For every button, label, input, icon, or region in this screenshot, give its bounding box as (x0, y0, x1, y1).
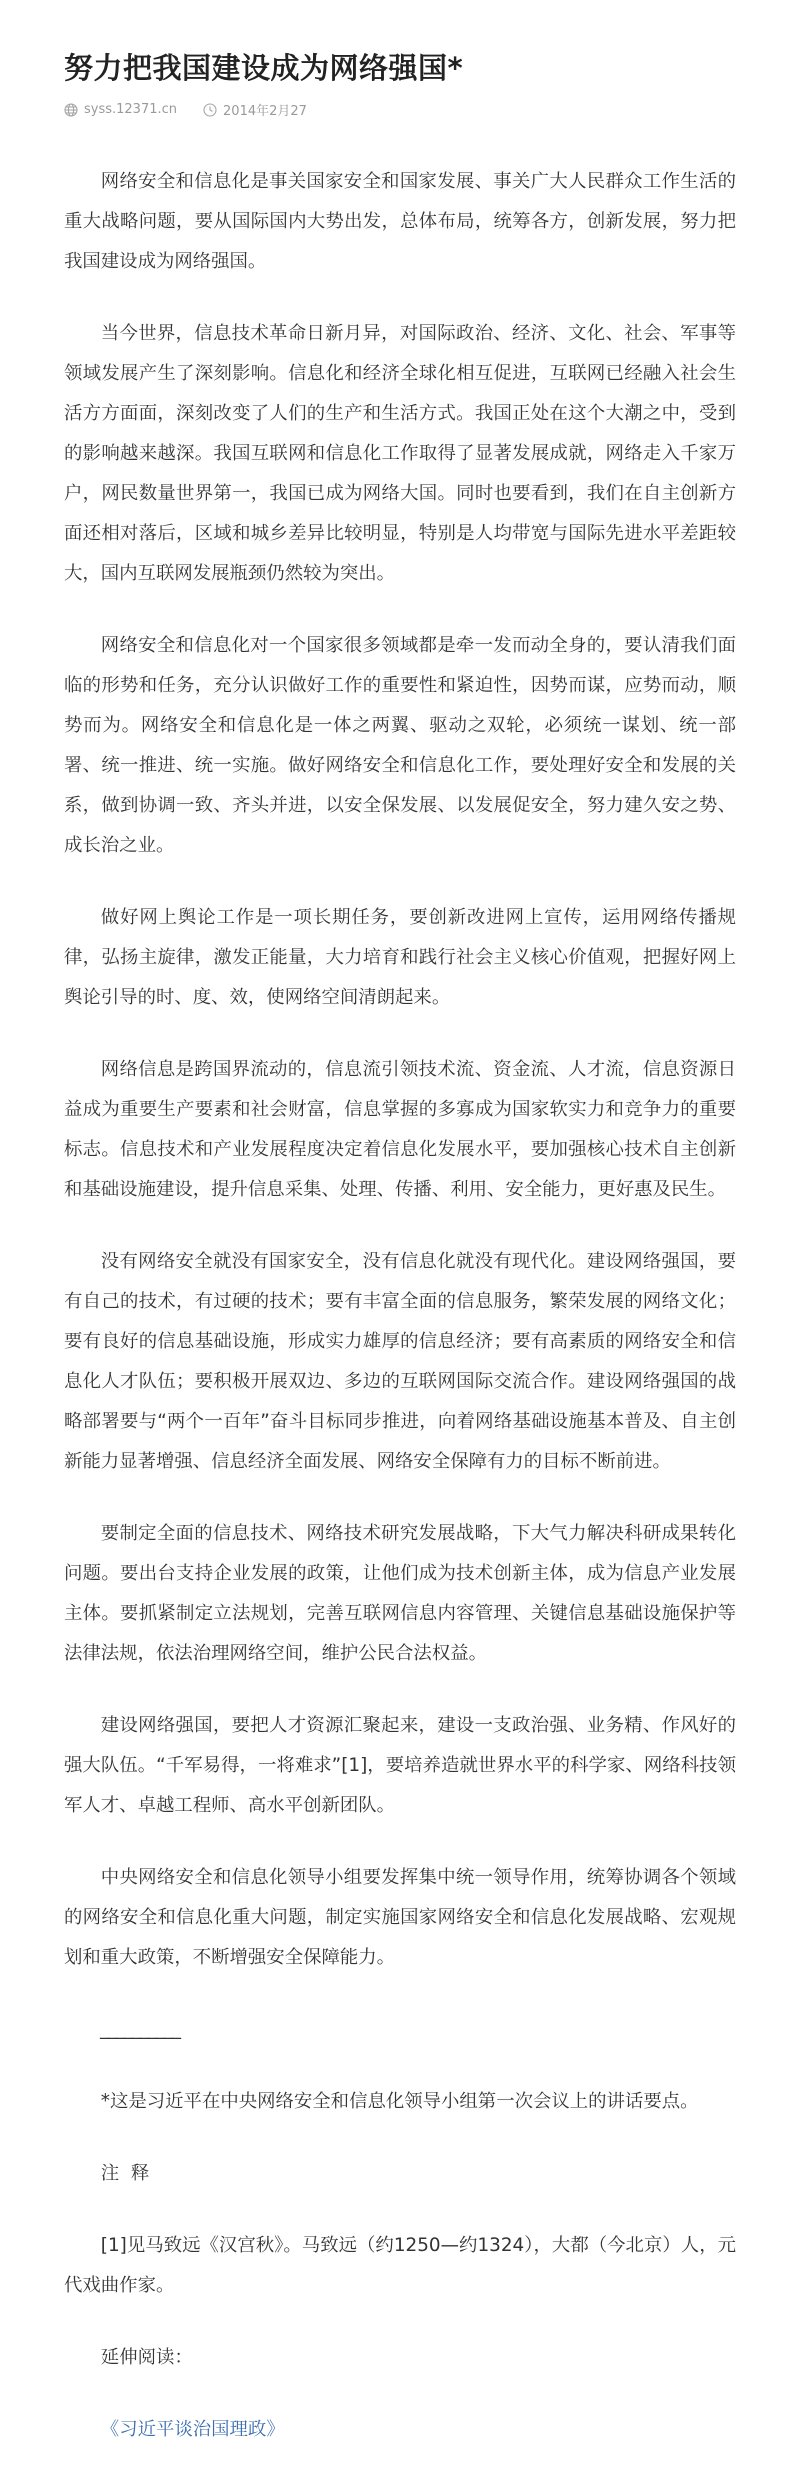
date-text: 2014年2月27 (223, 104, 307, 119)
note-1: [1]见马致远《汉宫秋》。马致远（约1250—约1324），大都（今北京）人，元代戏曲作家。 (64, 2235, 736, 2296)
clock-icon (203, 103, 217, 117)
extended-reading-label: 延伸阅读： (100, 2347, 193, 2368)
notes-heading: 注 释 (100, 2163, 150, 2184)
paragraph-5: 网络信息是跨国界流动的，信息流引领技术流、资金流、人才流，信息资源日益成为重要生产要素和社会财富，信息掌握的多寡成为国家软实力和竞争力的重要标志。信息技术和产业发展程度决定着信息化发展水平，要加强核心技术自主创新和基础设施建设，提升信息采集、处理、传播、利用、安全能力，更好惠及民生。 (64, 1059, 736, 1200)
date-meta (203, 100, 307, 119)
source-text: syss.12371.cn (84, 102, 178, 117)
paragraph-6: 没有网络安全就没有国家安全，没有信息化就没有现代化。建设网络强国，要有自己的技术，有过硬的技术；要有丰富全面的信息服务，繁荣发展的网络文化；要有良好的信息基础设施，形成实力雄厚的信息经济；要有高素质的网络安全和信息化人才队伍；要积极开展双边、多边的互联网国际交流合作。建设网络强国的战略部署要与“两个一百年”奋斗目标同步推进，向着网络基础设施基本普及、自主创新能力显著增强、信息经济全面发展、网络安全保障有力的目标不断前进。 (64, 1251, 736, 1472)
paragraph-2: 当今世界，信息技术革命日新月异，对国际政治、经济、文化、社会、军事等领域发展产生了深刻影响。信息化和经济全球化相互促进，互联网已经融入社会生活方方面面，深刻改变了人们的生产和生活方式。我国正处在这个大潮之中，受到的影响越来越深。我国互联网和信息化工作取得了显著发展成就，网络走入千家万户，网民数量世界第一，我国已成为网络大国。同时也要看到，我们在自主创新方面还相对落后，区域和城乡差异比较明显，特别是人均带宽与国际先进水平差距较大，国内互联网发展瓶颈仍然较为突出。 (64, 323, 736, 584)
paragraph-3: 网络安全和信息化对一个国家很多领域都是牵一发而动全身的，要认清我们面临的形势和任务，充分认识做好工作的重要性和紧迫性，因势而谋，应势而动，顺势而为。网络安全和信息化是一体之两翼、驱动之双轮，必须统一谋划、统一部署、统一推进、统一实施。做好网络安全和信息化工作，要处理好安全和发展的关系，做到协调一致、齐头并进，以安全保发展、以发展促安全，努力建久安之势、成长治之业。 (64, 635, 736, 856)
paragraph-8: 建设网络强国，要把人才资源汇聚起来，建设一支政治强、业务精、作风好的强大队伍。“千军易得，一将难求”[1]，要培养造就世界水平的科学家、网络科技领军人才、卓越工程师、高水平创新团队。 (64, 1715, 736, 1816)
footnote-divider: __________ (100, 2019, 180, 2040)
paragraph-1: 网络安全和信息化是事关国家安全和国家发展、事关广大人民群众工作生活的重大战略问题，要从国际国内大势出发，总体布局，统筹各方，创新发展，努力把我国建设成为网络强国。 (64, 171, 736, 272)
paragraph-7: 要制定全面的信息技术、网络技术研究发展战略，下大气力解决科研成果转化问题。要出台支持企业发展的政策，让他们成为技术创新主体，成为信息产业发展主体。要抓紧制定立法规划，完善互联网信息内容管理、关键信息基础设施保护等法律法规，依法治理网络空间，维护公民合法权益。 (64, 1523, 736, 1664)
paragraph-9: 中央网络安全和信息化领导小组要发挥集中统一领导作用，统筹协调各个领域的网络安全和信息化重大问题，制定实施国家网络安全和信息化发展战略、宏观规划和重大政策，不断增强安全保障能力。 (64, 1867, 736, 1968)
paragraph-4: 做好网上舆论工作是一项长期任务，要创新改进网上宣传，运用网络传播规律，弘扬主旋律，激发正能量，大力培育和践行社会主义核心价值观，把握好网上舆论引导的时、度、效，使网络空间清朗起来。 (64, 907, 736, 1008)
extended-reading (64, 2410, 736, 2450)
globe-icon (64, 103, 78, 117)
article-meta (64, 100, 333, 119)
article-body (64, 162, 736, 2482)
source-meta (64, 102, 177, 117)
article-title: 努力把我国建设成为网络强国* (64, 51, 464, 85)
footnote-star: *这是习近平在中央网络安全和信息化领导小组第一次会议上的讲话要点。 (100, 2091, 699, 2112)
extended-reading-link[interactable]: 《习近平谈治国理政》 (100, 2419, 285, 2440)
